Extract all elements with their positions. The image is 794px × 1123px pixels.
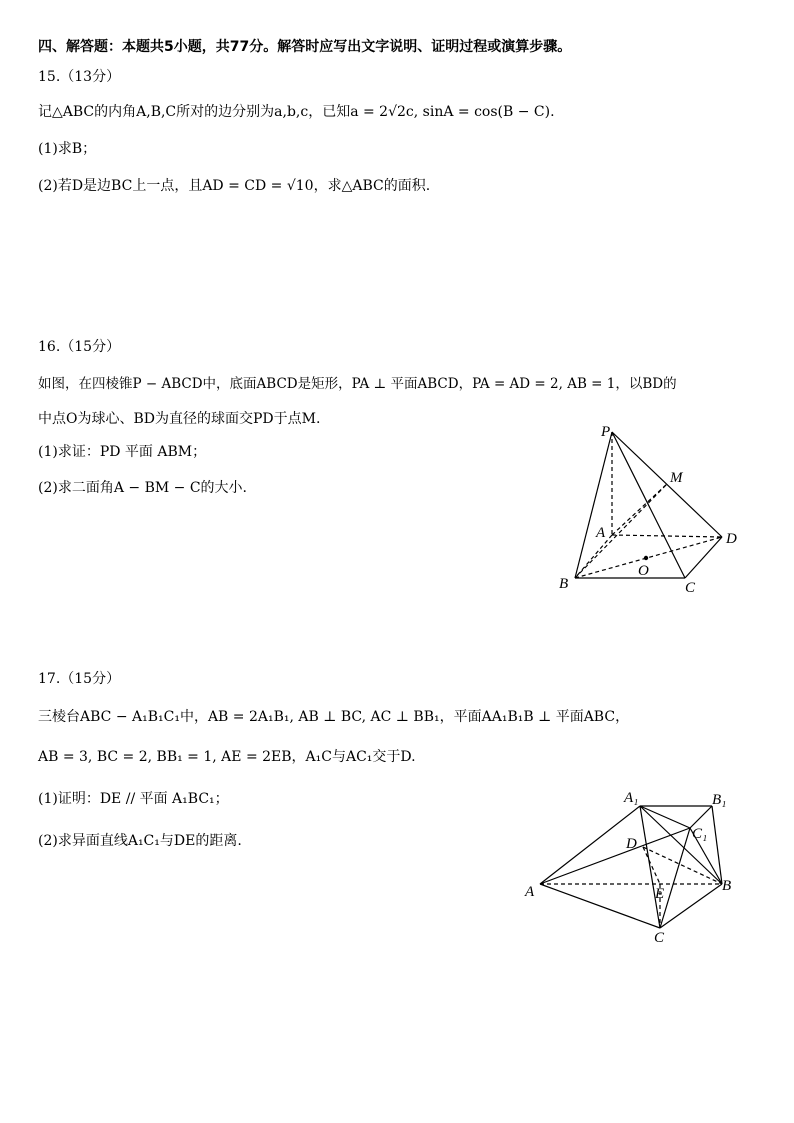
fig17-label-e: E: [655, 886, 665, 902]
problem-16-part-1: (1)求证：PD 平面 ABM；: [38, 444, 207, 460]
problem-15-part-1: (1)求B；: [38, 141, 97, 157]
problem-17-part-2: (2)求异面直线A₁C₁与DE的距离.: [38, 833, 242, 849]
problem-17-heading: 17.（15分）: [38, 671, 121, 687]
problem-17-statement-line-2: AB = 3, BC = 2, BB₁ = 1, AE = 2EB，A₁C与AC₁交于D.: [38, 749, 416, 765]
problem-16-part-2: (2)求二面角A − BM − C的大小.: [38, 480, 247, 496]
fig17-label-a1: A₁: [624, 790, 639, 806]
problem-15-heading: 15.（13分）: [38, 69, 121, 85]
problem-16-statement-line-1: 如图，在四棱锥P − ABCD中，底面ABCD是矩形，PA ⊥ 平面ABCD，PA = AD = 2, AB = 1，以BD的: [38, 376, 677, 392]
fig16-label-m: M: [670, 470, 683, 486]
problem-16-statement-line-2: 中点O为球心、BD为直径的球面交PD于点M.: [38, 411, 321, 427]
fig16-label-b: B: [559, 576, 569, 592]
problem-17-statement-line-1: 三棱台ABC − A₁B₁C₁中，AB = 2A₁B₁, AB ⊥ BC, AC ⊥ BB₁，平面AA₁B₁B ⊥ 平面ABC，: [38, 709, 630, 725]
fig17-label-b1: B₁: [712, 792, 727, 808]
fig16-label-d: D: [726, 531, 737, 547]
fig16-label-o: O: [638, 563, 649, 579]
fig17-label-a: A: [525, 884, 535, 900]
problem-16-heading: 16.（15分）: [38, 339, 121, 355]
section-header: 四、解答题：本题共5小题，共77分。解答时应写出文字说明、证明过程或演算步骤。: [38, 39, 572, 55]
fig17-label-b: B: [722, 878, 732, 894]
fig17-label-d: D: [626, 836, 637, 852]
fig16-label-c: C: [685, 580, 696, 596]
fig17-label-c1: C₁: [692, 826, 708, 842]
problem-15-statement: 记△ABC的内角A,B,C所对的边分别为a,b,c，已知a = 2√2c, sinA = cos(B − C).: [38, 104, 555, 120]
fig17-label-c: C: [654, 930, 665, 946]
problem-17-part-1: (1)证明：DE // 平面 A₁BC₁；: [38, 791, 229, 807]
fig16-label-p: P: [601, 424, 611, 440]
fig16-label-a: A: [596, 525, 606, 541]
problem-15-part-2: (2)若D是边BC上一点，且AD = CD = √10，求△ABC的面积.: [38, 178, 431, 194]
